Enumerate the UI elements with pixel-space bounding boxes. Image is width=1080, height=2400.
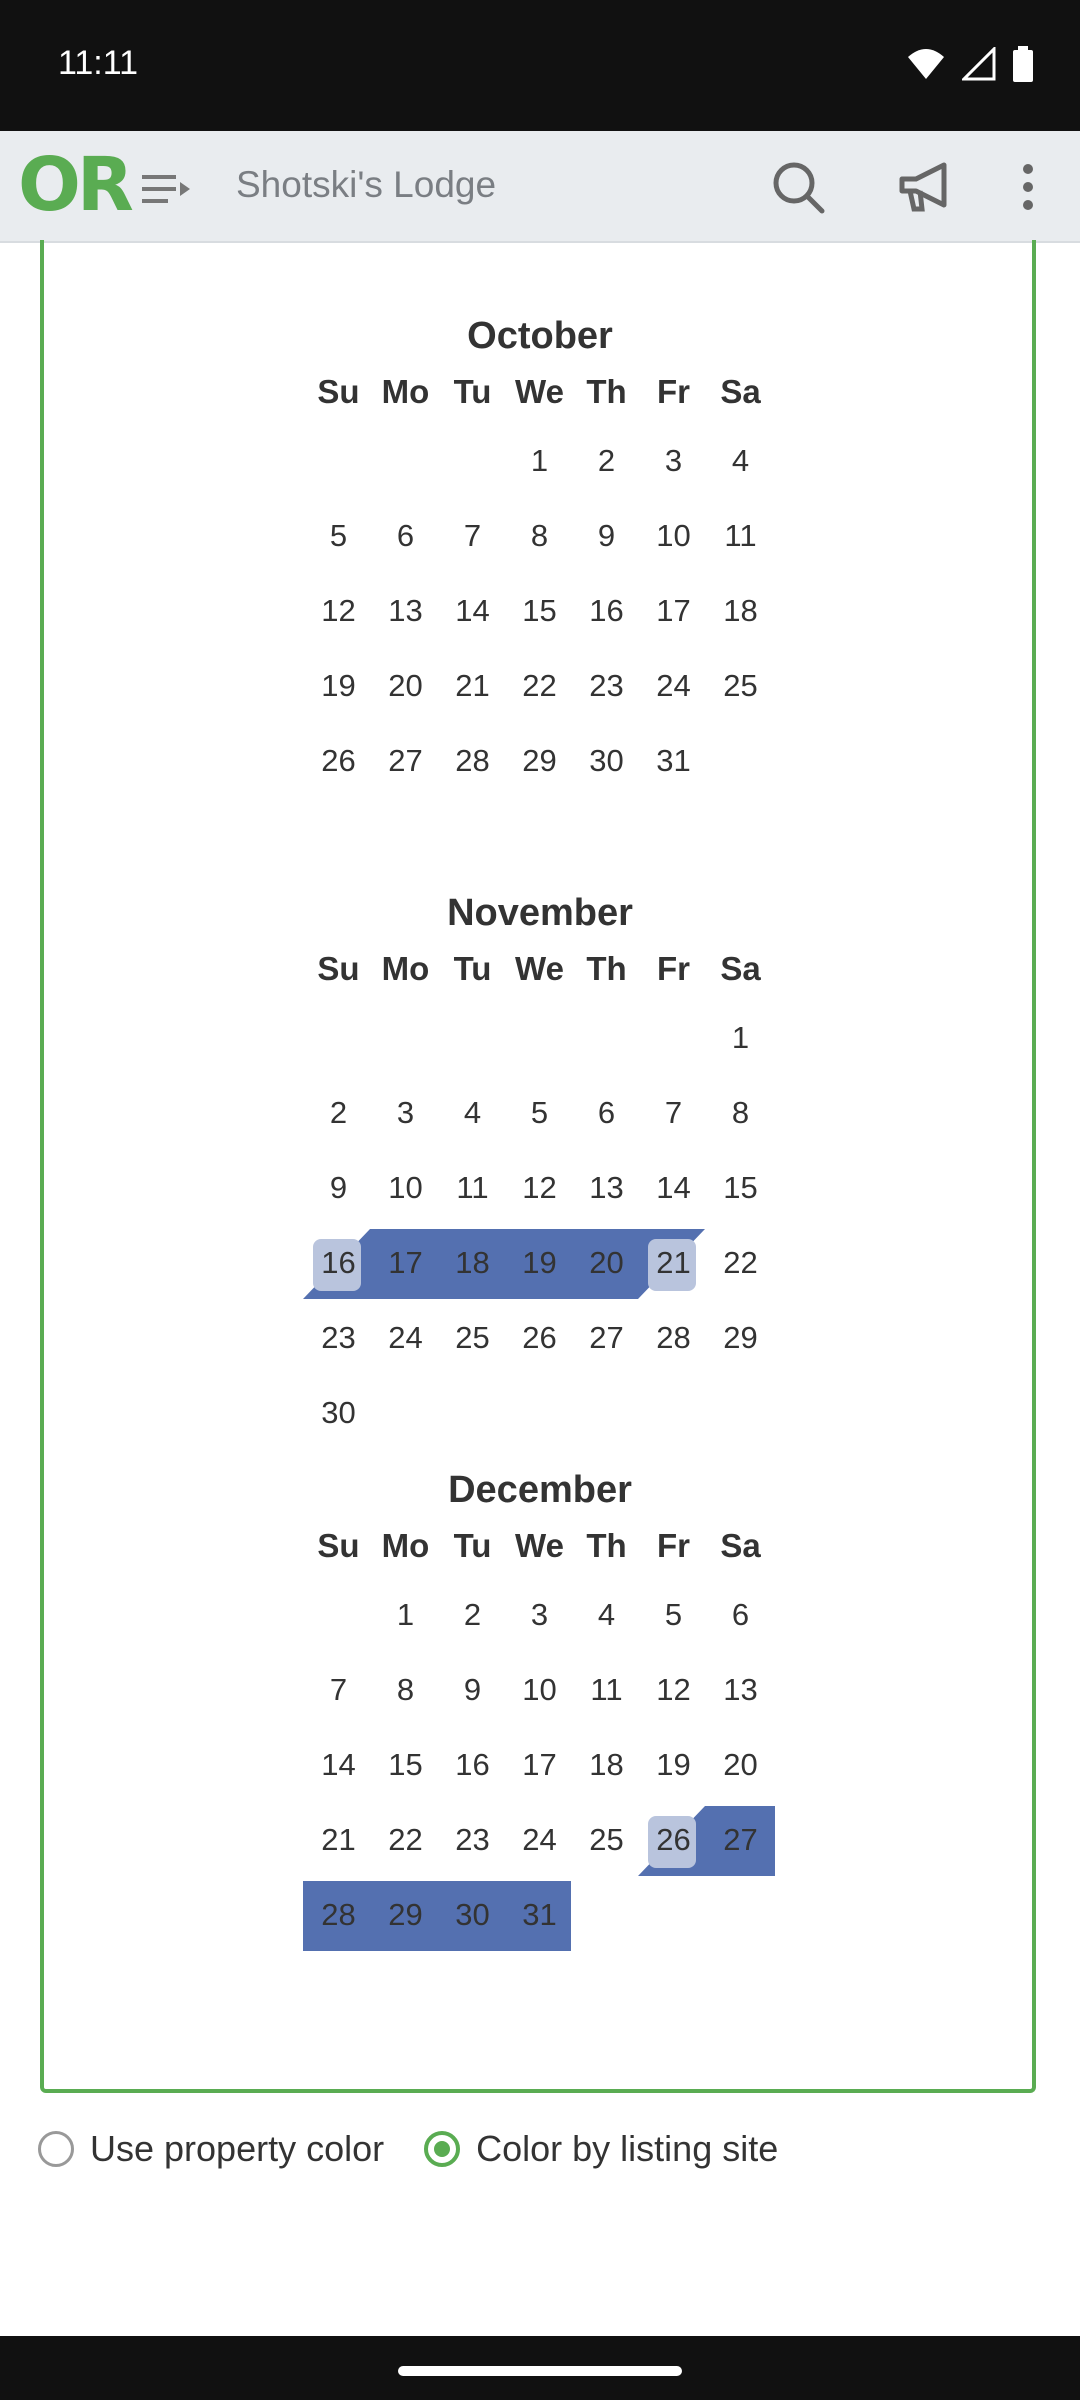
month-october: [305, 311, 775, 798]
weekday-label: Sa: [720, 950, 761, 987]
weekday-label: Tu: [453, 950, 492, 987]
day-cell[interactable]: 26: [522, 1319, 557, 1355]
day-cell[interactable]: 3: [664, 442, 683, 478]
week-row: [305, 1225, 775, 1300]
use-property-color-radio[interactable]: [38, 2131, 74, 2167]
status-time: 11:11: [58, 44, 139, 82]
day-cell[interactable]: 30: [321, 1394, 356, 1430]
day-cell[interactable]: 9: [597, 517, 616, 553]
day-cell[interactable]: 4: [731, 442, 750, 478]
day-cell[interactable]: 16: [455, 1746, 490, 1782]
weekday-label: Th: [586, 1527, 627, 1564]
day-cell[interactable]: 2: [463, 1596, 482, 1632]
day-cell[interactable]: 25: [723, 667, 758, 703]
more-options-icon[interactable]: [1000, 157, 1060, 217]
day-cell[interactable]: 19: [321, 667, 356, 703]
day-cell[interactable]: 28: [455, 742, 490, 778]
weekday-header: [305, 361, 775, 423]
day-cell[interactable]: 28: [656, 1319, 691, 1355]
signal-icon: [962, 47, 996, 81]
day-cell[interactable]: 16: [589, 592, 624, 628]
search-icon[interactable]: [768, 157, 828, 217]
day-cell[interactable]: 13: [723, 1671, 758, 1707]
week-row: [305, 1075, 775, 1150]
app-logo[interactable]: OR: [18, 142, 130, 228]
day-cell[interactable]: 17: [656, 592, 691, 628]
weekday-label: Mo: [381, 373, 430, 410]
day-cell[interactable]: 1: [731, 1019, 750, 1055]
wifi-icon: [906, 47, 946, 81]
day-cell[interactable]: 29: [723, 1319, 758, 1355]
home-gesture-handle[interactable]: [398, 2366, 682, 2376]
weekday-label: Th: [586, 950, 627, 987]
week-row: [305, 573, 775, 648]
week-row: [305, 1577, 775, 1652]
day-cell[interactable]: 11: [590, 1671, 623, 1707]
day-cell[interactable]: 29: [522, 742, 557, 778]
day-cell[interactable]: 30: [589, 742, 624, 778]
day-cell[interactable]: 30: [455, 1896, 490, 1932]
day-cell[interactable]: 23: [321, 1319, 356, 1355]
month-title: December: [448, 1469, 632, 1511]
day-cell[interactable]: 12: [321, 592, 356, 628]
day-cell[interactable]: 25: [589, 1821, 624, 1857]
weekday-label: Tu: [453, 1527, 492, 1564]
week-row: [305, 498, 775, 573]
weekday-label: Sa: [720, 1527, 761, 1564]
day-cell[interactable]: 31: [656, 742, 691, 778]
status-icons: [906, 46, 1034, 82]
battery-icon: [1012, 46, 1034, 82]
color-by-listing-site-label[interactable]: Color by listing site: [476, 2128, 779, 2169]
day-cell[interactable]: 15: [388, 1746, 423, 1782]
day-cell[interactable]: 7: [664, 1094, 683, 1130]
day-cell[interactable]: 2: [597, 442, 616, 478]
day-cell[interactable]: 6: [597, 1094, 616, 1130]
weekday-label: Mo: [381, 950, 430, 987]
day-cell[interactable]: 22: [522, 667, 557, 703]
day-cell[interactable]: 9: [329, 1169, 348, 1205]
day-cell[interactable]: 2: [329, 1094, 348, 1130]
day-cell[interactable]: 18: [589, 1746, 624, 1782]
day-cell[interactable]: 17: [388, 1244, 423, 1280]
property-title[interactable]: Shotski's Lodge: [236, 164, 497, 205]
weekday-label: Tu: [453, 373, 492, 410]
weekday-label: We: [515, 373, 564, 410]
week-row: [305, 723, 775, 798]
menu-icon[interactable]: [140, 171, 192, 207]
weekday-label: Su: [317, 950, 360, 987]
week-row: [305, 648, 775, 723]
day-cell[interactable]: 22: [388, 1821, 423, 1857]
week-row: [305, 1652, 775, 1727]
day-cell[interactable]: 19: [522, 1244, 557, 1280]
day-cell[interactable]: 26: [321, 742, 356, 778]
day-cell[interactable]: 24: [388, 1319, 423, 1355]
weekday-label: Th: [586, 373, 627, 410]
day-cell[interactable]: 5: [664, 1596, 683, 1632]
day-cell[interactable]: 14: [455, 592, 490, 628]
day-cell[interactable]: 8: [731, 1094, 750, 1130]
day-cell[interactable]: 27: [589, 1319, 624, 1355]
day-cell[interactable]: 15: [522, 592, 557, 628]
day-cell[interactable]: 8: [530, 517, 549, 553]
day-cell[interactable]: 11: [456, 1169, 489, 1205]
day-cell[interactable]: 20: [723, 1746, 758, 1782]
weekday-label: We: [515, 1527, 564, 1564]
day-cell[interactable]: 18: [723, 592, 758, 628]
day-cell[interactable]: 29: [388, 1896, 423, 1932]
month-december: [305, 1465, 775, 1952]
day-cell[interactable]: 3: [396, 1094, 415, 1130]
week-row: [305, 423, 775, 498]
day-cell[interactable]: 8: [396, 1671, 415, 1707]
day-cell[interactable]: 13: [589, 1169, 624, 1205]
day-cell[interactable]: 3: [530, 1596, 549, 1632]
color-options: [38, 2128, 778, 2170]
weekday-label: Su: [317, 373, 360, 410]
week-row: [305, 1375, 775, 1450]
weekday-header: [305, 938, 775, 1000]
day-cell[interactable]: 21: [321, 1821, 356, 1857]
day-cell[interactable]: 7: [329, 1671, 348, 1707]
day-cell[interactable]: 9: [463, 1671, 482, 1707]
week-row: [305, 1802, 775, 1877]
month-title: November: [447, 892, 633, 934]
app-bar: [0, 131, 1080, 243]
week-row: [305, 1300, 775, 1375]
day-cell[interactable]: 5: [329, 517, 348, 553]
day-cell[interactable]: 27: [723, 1821, 758, 1857]
megaphone-icon[interactable]: [896, 157, 956, 217]
day-cell[interactable]: 15: [723, 1169, 758, 1205]
day-cell[interactable]: 20: [388, 667, 423, 703]
day-cell[interactable]: 21: [656, 1244, 691, 1280]
day-cell[interactable]: 5: [530, 1094, 549, 1130]
day-cell[interactable]: 11: [724, 517, 757, 553]
day-cell[interactable]: 13: [388, 592, 423, 628]
day-cell[interactable]: 14: [321, 1746, 356, 1782]
day-cell[interactable]: 19: [656, 1746, 691, 1782]
week-row: [305, 1727, 775, 1802]
weekday-header: [305, 1515, 775, 1577]
day-cell[interactable]: 20: [589, 1244, 624, 1280]
weekday-label: We: [515, 950, 564, 987]
day-cell[interactable]: 24: [522, 1821, 557, 1857]
day-cell[interactable]: 27: [388, 742, 423, 778]
day-cell[interactable]: 31: [522, 1896, 557, 1932]
use-property-color-label[interactable]: Use property color: [90, 2128, 385, 2169]
day-cell[interactable]: 22: [723, 1244, 758, 1280]
day-cell[interactable]: 23: [589, 667, 624, 703]
weekday-label: Su: [317, 1527, 360, 1564]
status-bar: [0, 0, 1080, 131]
day-cell[interactable]: 14: [656, 1169, 691, 1205]
month-title: October: [467, 315, 613, 357]
day-cell[interactable]: 10: [656, 517, 691, 553]
day-cell[interactable]: 12: [656, 1671, 691, 1707]
weekday-label: Sa: [720, 373, 761, 410]
month-november: [305, 888, 775, 1450]
day-cell[interactable]: 23: [455, 1821, 490, 1857]
day-cell[interactable]: 6: [396, 517, 415, 553]
weekday-label: Mo: [381, 1527, 430, 1564]
day-cell[interactable]: 4: [597, 1596, 616, 1632]
weekday-label: Fr: [657, 373, 690, 410]
weekday-label: Fr: [657, 1527, 690, 1564]
day-cell[interactable]: 17: [522, 1746, 557, 1782]
week-row: [305, 1150, 775, 1225]
day-cell[interactable]: 24: [656, 667, 691, 703]
day-cell[interactable]: 28: [321, 1896, 356, 1932]
day-cell[interactable]: 25: [455, 1319, 490, 1355]
day-cell[interactable]: 1: [396, 1596, 415, 1632]
weekday-label: Fr: [657, 950, 690, 987]
day-cell[interactable]: 10: [522, 1671, 557, 1707]
week-row: [305, 1877, 775, 1952]
day-cell[interactable]: 16: [321, 1244, 356, 1280]
week-row: [305, 1000, 775, 1075]
day-cell[interactable]: 10: [388, 1169, 423, 1205]
day-cell[interactable]: 21: [455, 667, 490, 703]
day-cell[interactable]: 1: [530, 442, 549, 478]
color-by-listing-site-radio[interactable]: [424, 2131, 460, 2167]
day-cell[interactable]: 4: [463, 1094, 482, 1130]
day-cell[interactable]: 7: [463, 517, 482, 553]
day-cell[interactable]: 12: [522, 1169, 557, 1205]
day-cell[interactable]: 26: [656, 1821, 691, 1857]
day-cell[interactable]: 6: [731, 1596, 750, 1632]
day-cell[interactable]: 18: [455, 1244, 490, 1280]
